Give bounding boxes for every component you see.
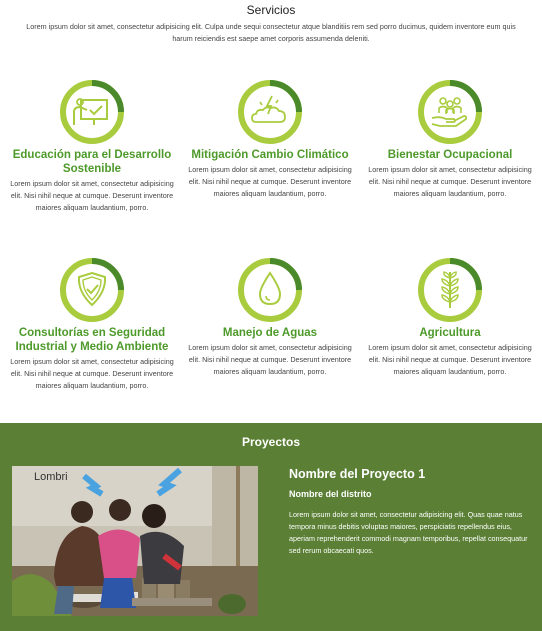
projects-title: Proyectos — [241, 435, 301, 449]
service-title: Consultorías en Seguridad Industrial y Medio Ambiente — [15, 327, 169, 353]
project-photo[interactable] — [12, 466, 258, 616]
project-name: Nombre del Proyecto 1 — [289, 467, 426, 481]
service-title: Manejo de Aguas — [222, 327, 318, 339]
shield-check-icon — [60, 258, 124, 322]
photo-sign-text: Lombri — [34, 471, 68, 483]
service-title: Mitigación Cambio Climático — [191, 149, 349, 161]
wheat-icon — [418, 258, 482, 322]
service-card-water[interactable] — [181, 258, 359, 378]
service-title: Bienestar Ocupacional — [387, 149, 513, 161]
service-card-climate[interactable] — [181, 80, 359, 200]
hand-people-icon — [418, 80, 482, 144]
service-text: Lorem ipsum dolor sit amet, consectetur adipisicing elit. Nisi nihil neque at cumque. Deserunt inventore maiores aliquam laudantium, porro. — [10, 179, 174, 212]
service-card-agriculture[interactable] — [361, 258, 539, 378]
service-card-safety[interactable] — [3, 258, 181, 392]
service-text: Lorem ipsum dolor sit amet, consectetur adipisicing elit. Nisi nihil neque at cumque. Deserunt inventore maiores aliquam laudantium, porro. — [368, 165, 532, 198]
projects-section — [0, 423, 542, 631]
project-photo-illustration — [12, 466, 258, 616]
service-title: Agricultura — [419, 327, 481, 339]
project-district: Nombre del distrito — [289, 489, 372, 499]
climate-storm-icon — [238, 80, 302, 144]
service-text: Lorem ipsum dolor sit amet, consectetur adipisicing elit. Nisi nihil neque at cumque. Deserunt inventore maiores aliquam laudantium, porro. — [188, 165, 352, 198]
services-title: Servicios — [246, 3, 296, 17]
service-title: Educación para el Desarrollo Sostenible — [12, 149, 172, 175]
service-text: Lorem ipsum dolor sit amet, consectetur adipisicing elit. Nisi nihil neque at cumque. Deserunt inventore maiores aliquam laudantium, porro. — [10, 357, 174, 390]
service-text: Lorem ipsum dolor sit amet, consectetur adipisicing elit. Nisi nihil neque at cumque. Deserunt inventore maiores aliquam laudantium, porro. — [188, 343, 352, 376]
water-drop-icon — [238, 258, 302, 322]
service-card-education[interactable] — [3, 80, 181, 214]
project-description: Lorem ipsum dolor sit amet, consectetur adipisicing elit. Quas quae natus tempora minus debitis voluptas maiores, perspiciatis repellendus eius, aperiam reprehenderit commodi magnam temporibus, repellat consequatur sed rerum obcaecati quos. — [289, 510, 528, 555]
education-board-icon — [60, 80, 124, 144]
services-intro: Lorem ipsum dolor sit amet, consectetur adipisicing elit. Culpa unde sequi consectetur atque blanditiis rem sed porro ducimus, quidem inventore eum quis harum reiciendis est saepe amet corporis assumenda deleniti. — [26, 22, 516, 43]
service-text: Lorem ipsum dolor sit amet, consectetur adipisicing elit. Nisi nihil neque at cumque. Deserunt inventore maiores aliquam laudantium, porro. — [368, 343, 532, 376]
service-card-wellbeing[interactable] — [361, 80, 539, 200]
